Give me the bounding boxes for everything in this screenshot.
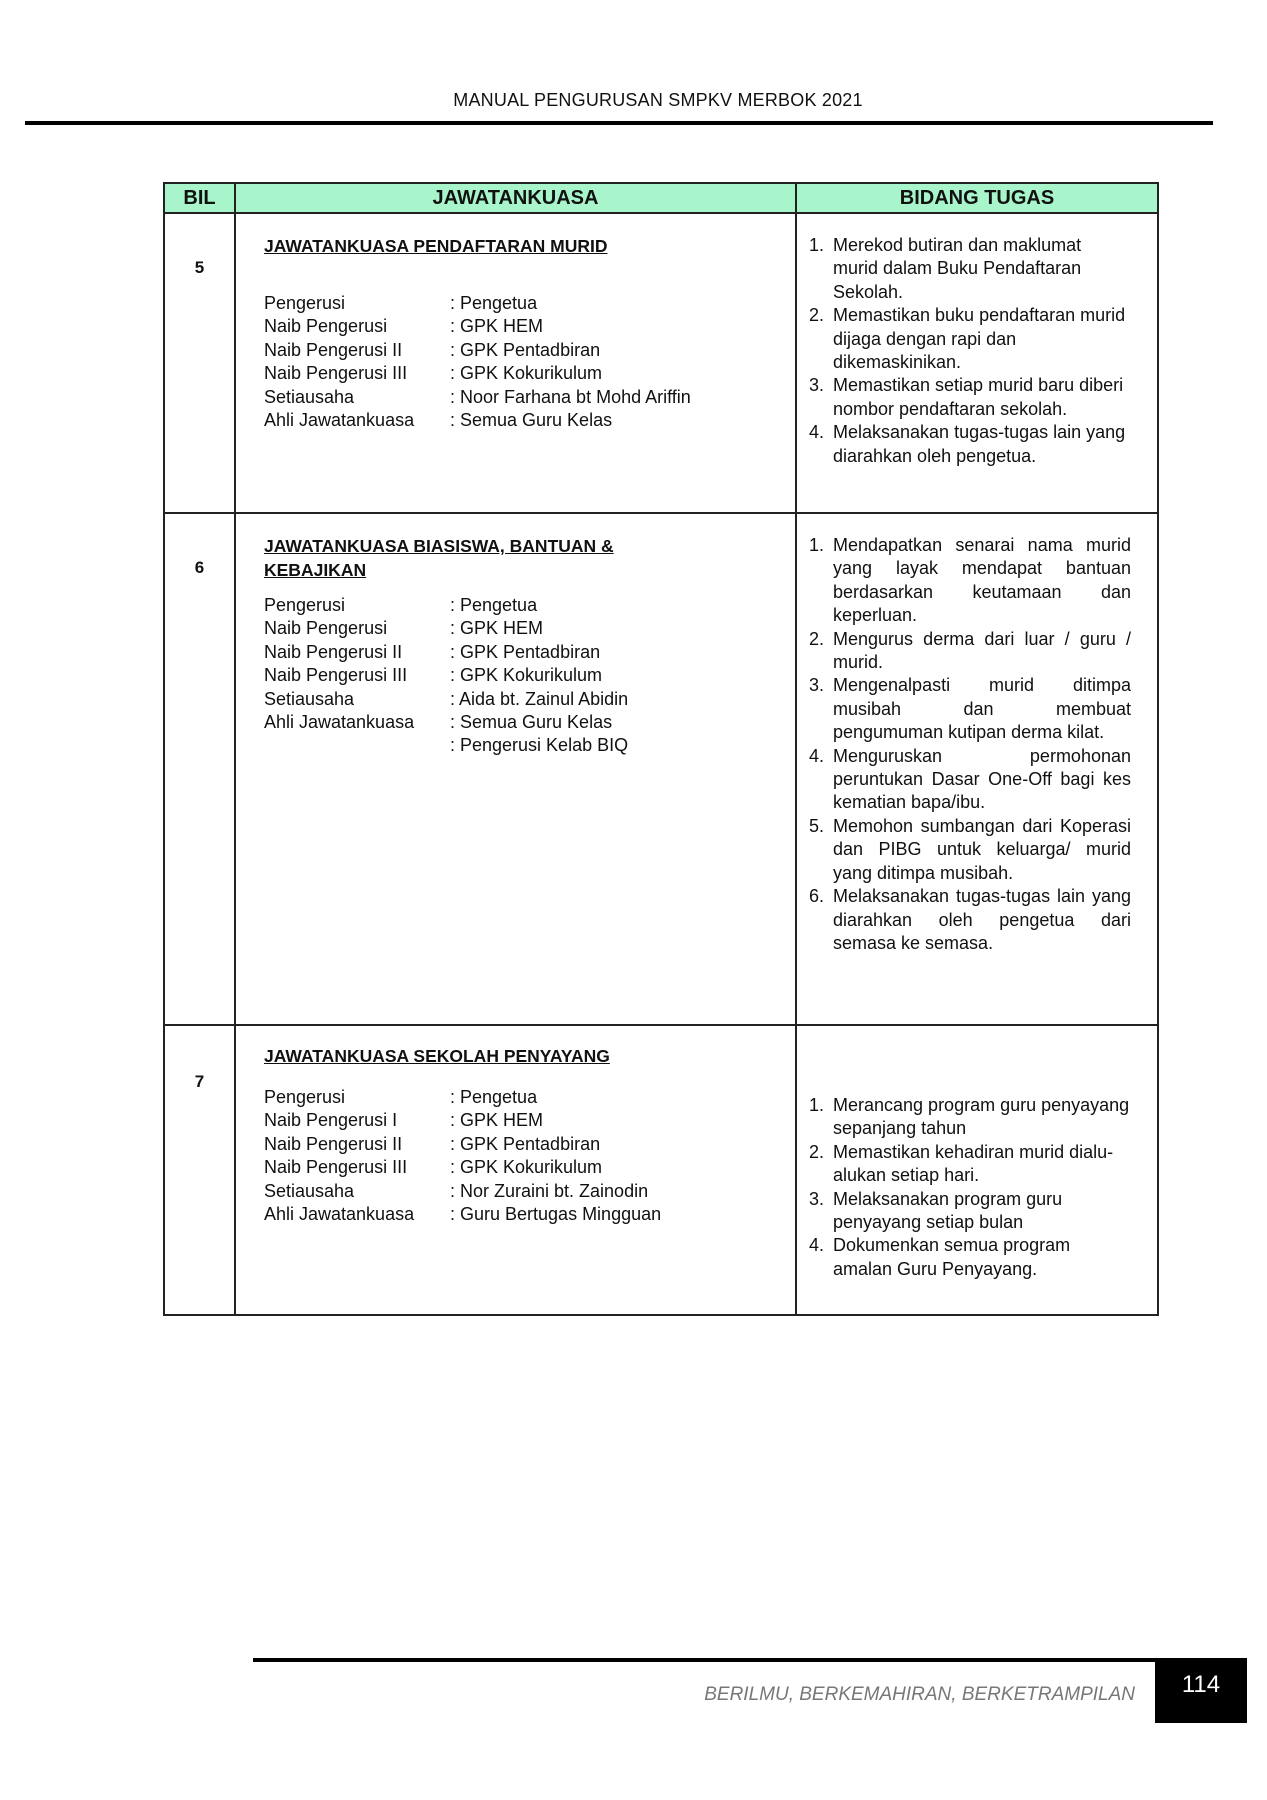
member-row	[264, 641, 795, 664]
member-row	[264, 1203, 795, 1226]
bil-number: 5	[194, 258, 205, 277]
duty-item	[809, 1094, 1157, 1141]
member-value: : Pengetua	[450, 1087, 538, 1107]
duty-item	[809, 815, 1157, 885]
member-value: : Guru Bertugas Mingguan	[450, 1204, 662, 1225]
duty-item	[809, 674, 1157, 744]
member-row	[264, 1133, 795, 1156]
page-number: 114	[1155, 1658, 1247, 1723]
table-row	[164, 1025, 1158, 1315]
member-role: Naib Pengerusi III	[264, 665, 408, 686]
duty-number: 2.	[809, 628, 825, 649]
member-row	[264, 594, 795, 617]
duty-item	[809, 1141, 1157, 1188]
footer-rule	[253, 1658, 1156, 1662]
bil-number: 7	[194, 1072, 205, 1091]
member-role: Setiausaha	[264, 688, 355, 709]
member-role: Naib Pengerusi II	[264, 641, 403, 662]
committee-table	[163, 182, 1159, 1316]
duty-number: 2.	[809, 305, 825, 326]
duty-number: 1.	[809, 535, 825, 555]
member-row	[264, 409, 795, 432]
member-row	[264, 1156, 795, 1179]
committee-cell	[235, 213, 796, 513]
member-value: : GPK HEM	[450, 1110, 544, 1131]
committee-title: JAWATANKUASA PENDAFTARAN MURID	[264, 236, 608, 256]
member-role: Pengerusi	[264, 595, 346, 615]
table-header-row	[164, 183, 1158, 213]
member-value: : Pengetua	[450, 293, 538, 313]
committee-cell	[235, 513, 796, 1025]
member-row	[264, 386, 795, 409]
duties-cell	[796, 1025, 1158, 1315]
member-role: Naib Pengerusi	[264, 316, 388, 337]
member-row	[264, 734, 795, 757]
duty-item	[809, 234, 1157, 304]
footer-motto: BERILMU, BERKEMAHIRAN, BERKETRAMPILAN	[704, 1684, 1135, 1705]
member-role: Ahli Jawatankuasa	[264, 1204, 415, 1225]
member-value: : GPK Kokurikulum	[450, 1157, 603, 1178]
duty-item	[809, 1234, 1157, 1281]
duties-cell	[796, 213, 1158, 513]
bil-cell	[164, 1025, 235, 1315]
member-list	[264, 1086, 795, 1226]
column-header-jawatankuasa: JAWATANKUASA	[235, 183, 796, 213]
member-role: Setiausaha	[264, 1180, 355, 1201]
member-role: Naib Pengerusi II	[264, 1133, 403, 1154]
member-row	[264, 688, 795, 711]
table-row	[164, 513, 1158, 1025]
member-value: : Noor Farhana bt Mohd Ariffin	[450, 386, 691, 407]
duty-text: Dokumenkan semua program amalan Guru Penyayang.	[833, 1235, 1071, 1279]
duty-text: Mendapatkan senarai nama murid yang layak mendapat bantuan berdasarkan keutamaan dan keperluan.	[833, 535, 1131, 626]
duty-number: 6.	[809, 886, 825, 907]
table-row	[164, 213, 1158, 513]
member-row	[264, 1180, 795, 1203]
committee-cell	[235, 1025, 796, 1315]
member-role: Setiausaha	[264, 386, 355, 407]
duty-text: Merekod butiran dan maklumat murid dalam Buku Pendaftaran Sekolah.	[833, 235, 1082, 302]
duties-list	[797, 1094, 1157, 1281]
duty-text: Memastikan setiap murid baru diberi nombor pendaftaran sekolah.	[833, 375, 1124, 419]
member-row	[264, 339, 795, 362]
duty-text: Memastikan buku pendaftaran murid dijaga dengan rapi dan dikemaskinikan.	[833, 305, 1126, 373]
member-value: : Pengetua	[450, 595, 538, 615]
member-value: : GPK Kokurikulum	[450, 363, 603, 384]
duty-number: 1.	[809, 235, 825, 255]
member-row	[264, 362, 795, 385]
duty-number: 2.	[809, 1141, 825, 1162]
member-value: : GPK Kokurikulum	[450, 665, 603, 686]
member-row	[264, 292, 795, 315]
duty-text: Mengenalpasti murid ditimpa musibah dan membuat pengumuman kutipan derma kilat.	[833, 675, 1131, 743]
duty-item	[809, 374, 1157, 421]
member-value: : GPK Pentadbiran	[450, 339, 601, 360]
member-row	[264, 617, 795, 640]
member-list	[264, 292, 795, 432]
member-role: Naib Pengerusi III	[264, 1157, 408, 1178]
member-row	[264, 1109, 795, 1132]
member-row	[264, 315, 795, 338]
duty-number: 3.	[809, 1188, 825, 1209]
member-role: Naib Pengerusi	[264, 618, 388, 639]
duty-number: 5.	[809, 815, 825, 836]
member-role: Pengerusi	[264, 1087, 346, 1107]
committee-title: JAWATANKUASA BIASISWA, BANTUAN &	[264, 536, 614, 556]
duty-item	[809, 421, 1157, 468]
duty-text: Melaksanakan tugas-tugas lain yang diarahkan oleh pengetua dari semasa ke semasa.	[833, 886, 1131, 953]
member-role: Ahli Jawatankuasa	[264, 712, 415, 733]
member-role: Naib Pengerusi II	[264, 339, 403, 360]
duty-item	[809, 534, 1157, 628]
duty-text: Melaksanakan tugas-tugas lain yang diarahkan oleh pengetua.	[833, 422, 1126, 466]
duty-number: 1.	[809, 1095, 825, 1115]
duty-number: 4.	[809, 1235, 825, 1256]
member-value: : Semua Guru Kelas	[450, 712, 613, 733]
duty-text: Merancang program guru penyayang sepanjang tahun	[833, 1095, 1130, 1139]
duty-item	[809, 304, 1157, 374]
member-role: Naib Pengerusi III	[264, 363, 408, 384]
member-list	[264, 594, 795, 758]
member-value: : GPK Pentadbiran	[450, 1133, 601, 1154]
duty-text: Mengurus derma dari luar / guru / murid.	[833, 628, 1131, 673]
duty-text: Memastikan kehadiran murid dialu-alukan setiap hari.	[833, 1141, 1114, 1186]
duty-text: Memohon sumbangan dari Koperasi dan PIBG untuk keluarga/ murid yang ditimpa musibah.	[833, 815, 1131, 883]
member-role: Naib Pengerusi I	[264, 1110, 398, 1131]
bil-cell	[164, 213, 235, 513]
member-role	[264, 734, 450, 757]
member-value: : GPK HEM	[450, 316, 544, 337]
committee-title: KEBAJIKAN	[264, 560, 367, 580]
duty-text: Menguruskan permohonan peruntukan Dasar One-Off bagi kes kematian bapa/ibu.	[833, 745, 1131, 813]
member-value: : Semua Guru Kelas	[450, 410, 613, 431]
committee-title: JAWATANKUASA SEKOLAH PENYAYANG	[264, 1046, 610, 1066]
header-rule	[25, 121, 1213, 125]
column-header-bidang-tugas: BIDANG TUGAS	[796, 183, 1158, 213]
duty-number: 4.	[809, 745, 825, 766]
duty-item	[809, 1188, 1157, 1235]
member-row	[264, 664, 795, 687]
member-value: : GPK HEM	[450, 618, 544, 639]
duty-item	[809, 628, 1157, 675]
member-row	[264, 711, 795, 734]
duty-item	[809, 885, 1157, 955]
duty-number: 4.	[809, 422, 825, 443]
member-role: Ahli Jawatankuasa	[264, 410, 415, 431]
member-value: : Pengerusi Kelab BIQ	[450, 735, 629, 756]
duties-list	[797, 534, 1157, 955]
duties-list	[797, 234, 1157, 468]
duties-cell	[796, 513, 1158, 1025]
member-value: : GPK Pentadbiran	[450, 641, 601, 662]
member-role: Pengerusi	[264, 293, 346, 313]
duty-number: 3.	[809, 375, 825, 396]
duty-item	[809, 745, 1157, 815]
column-header-bil: BIL	[164, 183, 235, 213]
member-value: : Nor Zuraini bt. Zainodin	[450, 1180, 649, 1201]
duty-number: 3.	[809, 675, 825, 696]
bil-cell	[164, 513, 235, 1025]
bil-number: 6	[194, 558, 205, 577]
page-header-title: MANUAL PENGURUSAN SMPKV MERBOK 2021	[453, 90, 863, 110]
member-value: : Aida bt. Zainul Abidin	[450, 688, 629, 709]
member-row	[264, 1086, 795, 1109]
duty-text: Melaksanakan program guru penyayang setiap bulan	[833, 1188, 1063, 1233]
